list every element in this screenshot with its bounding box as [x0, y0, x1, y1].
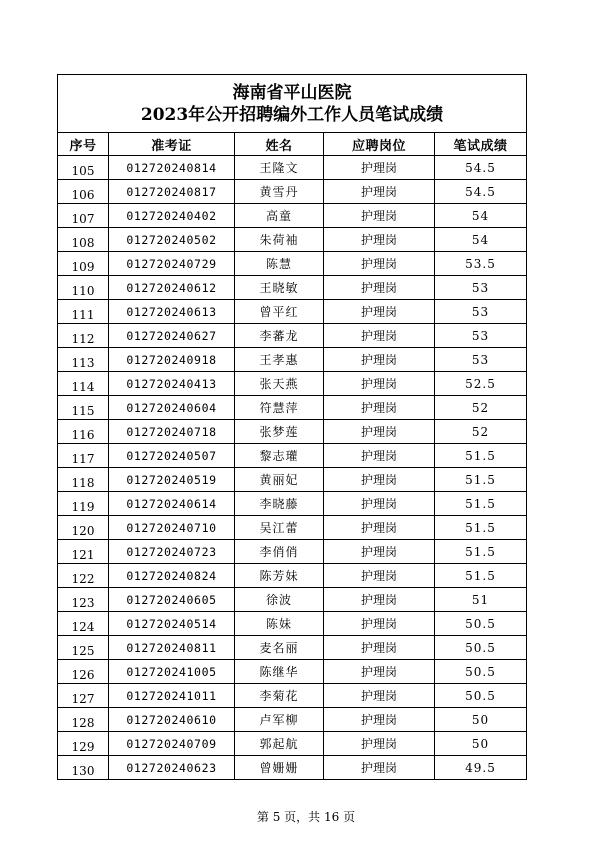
table-row [58, 228, 527, 252]
row-name: 王晓敏 [235, 276, 324, 300]
row-post: 护理岗 [324, 396, 435, 420]
row-ticket: 012720240817 [109, 180, 235, 204]
row-name: 陈慧 [235, 252, 324, 276]
row-seq: 106 [58, 180, 109, 204]
row-ticket: 012720240519 [109, 468, 235, 492]
row-score: 50.5 [435, 684, 527, 708]
row-post: 护理岗 [324, 300, 435, 324]
row-name: 张梦莲 [235, 420, 324, 444]
row-ticket: 012720240610 [109, 708, 235, 732]
row-score: 50.5 [435, 636, 527, 660]
table-row [58, 708, 527, 732]
row-name: 李菊花 [235, 684, 324, 708]
row-seq: 109 [58, 252, 109, 276]
table-row [58, 588, 527, 612]
row-post: 护理岗 [324, 612, 435, 636]
row-seq: 129 [58, 732, 109, 756]
row-seq: 118 [58, 468, 109, 492]
row-name: 王孝惠 [235, 348, 324, 372]
row-name: 黄雪丹 [235, 180, 324, 204]
row-ticket: 012720240614 [109, 492, 235, 516]
row-ticket: 012720241005 [109, 660, 235, 684]
row-score: 51.5 [435, 468, 527, 492]
page-footer: 第 5 页，共 16 页 [256, 810, 356, 824]
row-seq: 107 [58, 204, 109, 228]
score-sheet [57, 74, 526, 780]
row-seq: 113 [58, 348, 109, 372]
row-ticket: 012720240710 [109, 516, 235, 540]
table-row [58, 252, 527, 276]
row-score: 53 [435, 276, 527, 300]
table-row [58, 756, 527, 780]
row-seq: 108 [58, 228, 109, 252]
table-row [58, 348, 527, 372]
row-ticket: 012720241011 [109, 684, 235, 708]
row-name: 麦名丽 [235, 636, 324, 660]
row-seq: 122 [58, 564, 109, 588]
row-score: 53 [435, 300, 527, 324]
row-seq: 117 [58, 444, 109, 468]
row-post: 护理岗 [324, 564, 435, 588]
row-score: 50 [435, 732, 527, 756]
row-name: 陈妹 [235, 612, 324, 636]
row-score: 53.5 [435, 252, 527, 276]
table-row [58, 276, 527, 300]
table-row [58, 420, 527, 444]
row-score: 50 [435, 708, 527, 732]
row-post: 护理岗 [324, 372, 435, 396]
row-score: 54.5 [435, 156, 527, 180]
row-ticket: 012720240814 [109, 156, 235, 180]
row-seq: 128 [58, 708, 109, 732]
column-header-ticket: 准考证 [109, 133, 235, 156]
row-score: 51.5 [435, 516, 527, 540]
table-row [58, 156, 527, 180]
row-name: 黄丽妃 [235, 468, 324, 492]
row-name: 陈芳妹 [235, 564, 324, 588]
table-row [58, 516, 527, 540]
row-seq: 125 [58, 636, 109, 660]
row-score: 52 [435, 396, 527, 420]
row-name: 曾姗姗 [235, 756, 324, 780]
table-row [58, 204, 527, 228]
row-post: 护理岗 [324, 276, 435, 300]
column-header-name: 姓名 [235, 133, 324, 156]
row-post: 护理岗 [324, 684, 435, 708]
table-title [58, 75, 527, 133]
row-name: 吴江蕾 [235, 516, 324, 540]
row-seq: 116 [58, 420, 109, 444]
table-row [58, 396, 527, 420]
row-post: 护理岗 [324, 324, 435, 348]
column-header-score: 笔试成绩 [435, 133, 527, 156]
row-name: 符慧萍 [235, 396, 324, 420]
table-body [58, 156, 527, 780]
table-row [58, 180, 527, 204]
row-score: 51 [435, 588, 527, 612]
row-ticket: 012720240918 [109, 348, 235, 372]
row-name: 王隆文 [235, 156, 324, 180]
row-post: 护理岗 [324, 180, 435, 204]
table-row [58, 564, 527, 588]
row-seq: 121 [58, 540, 109, 564]
row-post: 护理岗 [324, 732, 435, 756]
row-post: 护理岗 [324, 636, 435, 660]
row-score: 52 [435, 420, 527, 444]
row-name: 李蕃龙 [235, 324, 324, 348]
row-seq: 115 [58, 396, 109, 420]
row-post: 护理岗 [324, 492, 435, 516]
score-table [57, 74, 527, 780]
row-post: 护理岗 [324, 516, 435, 540]
row-name: 李俏俏 [235, 540, 324, 564]
row-name: 黎志瓘 [235, 444, 324, 468]
row-ticket: 012720240514 [109, 612, 235, 636]
row-score: 49.5 [435, 756, 527, 780]
row-name: 郭起航 [235, 732, 324, 756]
row-name: 徐波 [235, 588, 324, 612]
table-row [58, 636, 527, 660]
row-ticket: 012720240402 [109, 204, 235, 228]
table-row [58, 444, 527, 468]
row-post: 护理岗 [324, 420, 435, 444]
row-post: 护理岗 [324, 444, 435, 468]
table-row [58, 492, 527, 516]
row-seq: 110 [58, 276, 109, 300]
row-score: 50.5 [435, 612, 527, 636]
row-ticket: 012720240612 [109, 276, 235, 300]
row-post: 护理岗 [324, 588, 435, 612]
row-score: 51.5 [435, 492, 527, 516]
row-ticket: 012720240507 [109, 444, 235, 468]
table-row [58, 324, 527, 348]
row-score: 54 [435, 204, 527, 228]
row-seq: 120 [58, 516, 109, 540]
table-row [58, 540, 527, 564]
row-seq: 124 [58, 612, 109, 636]
row-seq: 130 [58, 756, 109, 780]
table-row [58, 612, 527, 636]
row-score: 51.5 [435, 444, 527, 468]
row-score: 51.5 [435, 564, 527, 588]
row-name: 李晓藤 [235, 492, 324, 516]
title-hospital: 海南省平山医院 [232, 82, 352, 103]
row-seq: 105 [58, 156, 109, 180]
row-ticket: 012720240604 [109, 396, 235, 420]
row-post: 护理岗 [324, 228, 435, 252]
row-score: 51.5 [435, 540, 527, 564]
row-post: 护理岗 [324, 252, 435, 276]
table-row [58, 660, 527, 684]
row-ticket: 012720240623 [109, 756, 235, 780]
title-exam: 2023年公开招聘编外工作人员笔试成绩 [140, 104, 444, 125]
row-score: 52.5 [435, 372, 527, 396]
row-seq: 112 [58, 324, 109, 348]
row-score: 53 [435, 324, 527, 348]
title-row [58, 75, 527, 133]
row-ticket: 012720240718 [109, 420, 235, 444]
row-name: 卢军柳 [235, 708, 324, 732]
row-seq: 111 [58, 300, 109, 324]
table-row [58, 372, 527, 396]
row-post: 护理岗 [324, 468, 435, 492]
row-ticket: 012720240413 [109, 372, 235, 396]
row-name: 朱荷袖 [235, 228, 324, 252]
table-row [58, 732, 527, 756]
row-score: 53 [435, 348, 527, 372]
column-header-seq: 序号 [58, 133, 109, 156]
row-ticket: 012720240811 [109, 636, 235, 660]
row-ticket: 012720240723 [109, 540, 235, 564]
row-post: 护理岗 [324, 660, 435, 684]
row-name: 高童 [235, 204, 324, 228]
row-seq: 123 [58, 588, 109, 612]
row-ticket: 012720240729 [109, 252, 235, 276]
row-score: 50.5 [435, 660, 527, 684]
table-row [58, 300, 527, 324]
row-seq: 126 [58, 660, 109, 684]
column-header-post: 应聘岗位 [324, 133, 435, 156]
row-ticket: 012720240502 [109, 228, 235, 252]
row-post: 护理岗 [324, 156, 435, 180]
row-ticket: 012720240627 [109, 324, 235, 348]
table-row [58, 468, 527, 492]
row-post: 护理岗 [324, 348, 435, 372]
row-score: 54 [435, 228, 527, 252]
row-seq: 114 [58, 372, 109, 396]
row-name: 曾平红 [235, 300, 324, 324]
row-ticket: 012720240709 [109, 732, 235, 756]
row-post: 护理岗 [324, 756, 435, 780]
row-ticket: 012720240613 [109, 300, 235, 324]
row-name: 张天燕 [235, 372, 324, 396]
table-row [58, 684, 527, 708]
row-ticket: 012720240605 [109, 588, 235, 612]
row-post: 护理岗 [324, 540, 435, 564]
row-seq: 119 [58, 492, 109, 516]
row-name: 陈继华 [235, 660, 324, 684]
header-row [58, 133, 527, 156]
row-ticket: 012720240824 [109, 564, 235, 588]
row-seq: 127 [58, 684, 109, 708]
row-post: 护理岗 [324, 708, 435, 732]
row-post: 护理岗 [324, 204, 435, 228]
row-score: 54.5 [435, 180, 527, 204]
